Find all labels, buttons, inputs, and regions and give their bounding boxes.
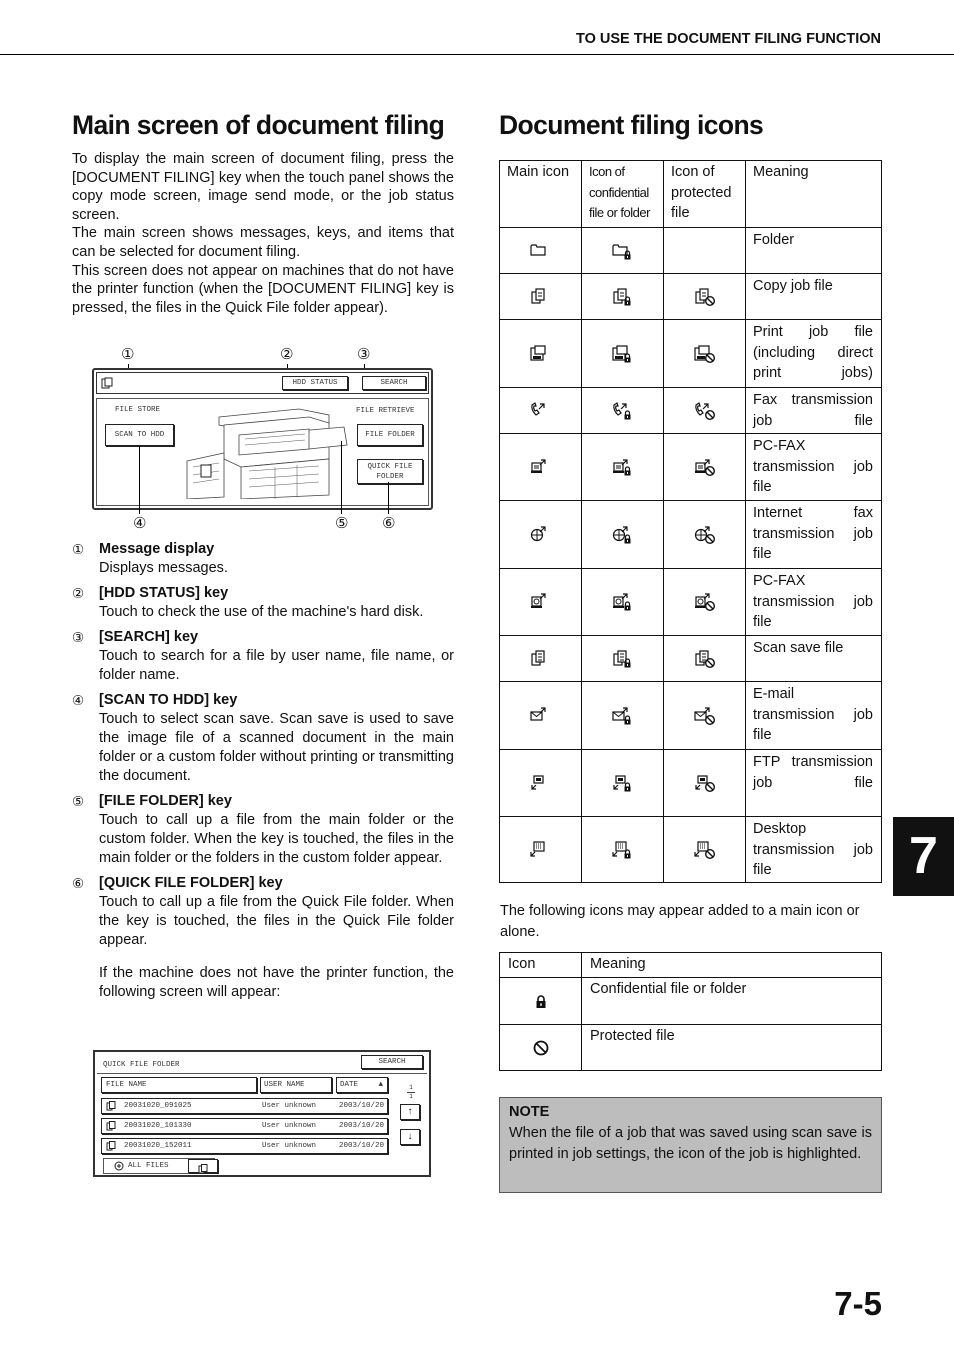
row-user-name: User unknown — [262, 1102, 317, 1110]
confidential-desktop-icon — [611, 840, 635, 860]
key-description-list — [72, 540, 454, 1002]
main-icon-cell — [500, 388, 582, 434]
protected-email-icon — [693, 706, 717, 726]
row-date: 2003/10/20 — [339, 1142, 385, 1150]
folder-icon — [529, 241, 553, 261]
protected-icon-cell — [664, 388, 746, 434]
main-icon-cell — [500, 569, 582, 636]
table-row — [500, 228, 882, 274]
table-row — [500, 817, 882, 883]
table-row — [500, 978, 882, 1025]
meaning-cell: FTP transmission job file — [746, 750, 882, 817]
item-description: Touch to call up a file from the Quick File folder. When the key is touched, the files in the Quick File folder appear. — [99, 894, 454, 948]
main-icon-cell — [500, 636, 582, 682]
chapter-tab: 7 — [893, 817, 954, 896]
confidential-icon-cell — [582, 434, 664, 501]
confidential-icon-cell — [582, 320, 664, 388]
copy-job-icon — [198, 1164, 208, 1174]
header-rule — [0, 54, 954, 55]
desktop-icon — [529, 840, 553, 860]
header-meaning: Meaning — [582, 953, 882, 978]
left-heading: Main screen of document filing — [72, 110, 445, 140]
table-row — [500, 501, 882, 569]
item-number: ⑤ — [72, 794, 85, 810]
main-icon-cell — [500, 682, 582, 750]
header-meaning: Meaning — [746, 161, 882, 228]
intro-paragraph: To display the main screen of document filing, press the [DOCUMENT FILING] key when the touch panel shows the copy mode screen, image send mode, or the job status screen. — [72, 151, 454, 223]
screen-body — [96, 398, 429, 506]
item-title: Message display — [99, 541, 215, 557]
table-row — [500, 636, 882, 682]
confidential-internet-fax-icon — [611, 525, 635, 545]
confidential-icon-cell — [582, 569, 664, 636]
intro-paragraph: The main screen shows messages, keys, and items that can be selected for document filing. — [72, 225, 454, 260]
callout-5: ⑤ — [335, 514, 349, 532]
scroll-up-button[interactable]: ↑ — [400, 1104, 420, 1120]
quick-file-folder-label: QUICK FILE — [367, 463, 413, 471]
callout-line — [341, 441, 342, 514]
main-icon-cell — [500, 501, 582, 569]
row-user-name: User unknown — [262, 1122, 317, 1130]
item-number: ① — [72, 542, 85, 558]
right-heading: Document filing icons — [499, 110, 764, 140]
table-header-row — [500, 953, 882, 978]
item-description: Touch to call up a file from the main folder or the custom folder. When the key is touched, the files in the main folder or the folders in the custom folder appear. — [99, 812, 454, 866]
confidential-icon-cell — [582, 274, 664, 320]
note-text: When the file of a job that was saved using scan save is printed in job settings, the icon of the job is highlighted. — [509, 1125, 872, 1162]
confidential-icon-cell — [582, 388, 664, 434]
item-title: [FILE FOLDER] key — [99, 793, 232, 809]
protected-scan-save-icon — [693, 649, 717, 669]
list-item — [72, 874, 454, 950]
scan-save-icon — [529, 649, 553, 669]
header-protected: Icon of protected file — [664, 161, 746, 228]
all-files-label: ALL FILES — [128, 1162, 169, 1170]
row-date: 2003/10/20 — [339, 1102, 385, 1110]
callout-2: ② — [280, 345, 294, 363]
table-row[interactable] — [101, 1098, 388, 1114]
meaning-cell: Fax transmission job file — [746, 388, 882, 434]
ftp-icon — [529, 773, 553, 793]
main-icon-cell — [500, 274, 582, 320]
protected-icon-cell — [664, 750, 746, 817]
table-row — [500, 320, 882, 388]
file-folder-button[interactable]: FILE FOLDER — [357, 424, 423, 446]
pc-fax-icon — [529, 457, 553, 477]
item-title: [SEARCH] key — [99, 629, 199, 645]
meaning-cell: PC-FAX transmission job file — [746, 434, 882, 501]
quick-file-screen — [93, 1050, 431, 1177]
confidential-ftp-icon — [611, 773, 635, 793]
callout-6: ⑥ — [382, 514, 396, 532]
meaning-cell: Copy job file — [746, 274, 882, 320]
protected-icon-cell — [664, 320, 746, 388]
item-description: Touch to search for a file by user name, file name, or folder name. — [99, 648, 454, 683]
list-item — [72, 792, 454, 868]
list-item — [72, 584, 454, 622]
item-description: Touch to check the use of the machine's hard disk. — [99, 604, 424, 620]
protected-ftp-icon — [693, 773, 717, 793]
date-column-header[interactable] — [336, 1077, 388, 1093]
item-title: [QUICK FILE FOLDER] key — [99, 875, 283, 891]
scan-to-hdd-button[interactable]: SCAN TO HDD — [105, 424, 174, 446]
protected-icon-cell — [664, 817, 746, 883]
item-title: [HDD STATUS] key — [99, 585, 229, 601]
meaning-cell: Scan save file — [746, 636, 882, 682]
file-store-label: FILE STORE — [115, 406, 161, 414]
confidential-icon-cell — [582, 228, 664, 274]
copy-job-icon — [529, 287, 553, 307]
item-number: ② — [72, 586, 85, 602]
confidential-icon-cell — [582, 817, 664, 883]
table-row — [500, 434, 882, 501]
current-page: 1 — [409, 1084, 413, 1091]
protected-icon — [533, 1040, 549, 1056]
table-row — [500, 1025, 882, 1071]
item-number: ④ — [72, 693, 85, 709]
protected-icon-cell — [664, 569, 746, 636]
main-icon-cell — [500, 817, 582, 883]
meaning-cell: E-mail transmission job file — [746, 682, 882, 750]
no-printer-note: If the machine does not have the printer function, the following screen will appear: — [99, 965, 454, 1000]
search-button[interactable]: SEARCH — [361, 1055, 423, 1069]
protected-icon-cell — [664, 501, 746, 569]
meaning-cell: Confidential file or folder — [582, 978, 882, 1025]
meaning-cell: Protected file — [582, 1025, 882, 1071]
callout-1: ① — [121, 345, 135, 363]
intro-text — [72, 150, 454, 317]
meaning-cell: Print job file (including direct print jobs) — [746, 320, 882, 388]
confidential-folder-icon — [611, 241, 635, 261]
header-icon: Icon — [500, 953, 582, 978]
confidential-icon-cell — [582, 682, 664, 750]
main-icon-cell — [500, 750, 582, 817]
icon-cell — [500, 978, 582, 1025]
copy-job-icon — [106, 1101, 116, 1111]
callout-line — [388, 482, 389, 514]
icon-cell — [500, 1025, 582, 1071]
callout-4: ④ — [133, 514, 147, 532]
confidential-fax-icon — [611, 401, 635, 421]
table-row — [500, 388, 882, 434]
protected-icon-cell — [664, 636, 746, 682]
overlay-icons-table — [499, 952, 882, 1071]
header-confidential: Icon of confidential file or folder — [582, 161, 664, 228]
user-name-column-header[interactable]: USER NAME — [260, 1077, 332, 1093]
internet-fax-icon — [529, 525, 553, 545]
copier-machine-illustration — [179, 401, 351, 499]
protected-fax-icon — [693, 401, 717, 421]
confidential-email-icon — [611, 706, 635, 726]
protected-pc-fax-alt-icon — [693, 592, 717, 612]
table-header-row — [500, 161, 882, 228]
page-indicator — [407, 1084, 415, 1101]
table-row — [500, 750, 882, 817]
file-name-column-header[interactable]: FILE NAME — [101, 1077, 257, 1093]
main-icon-cell — [500, 228, 582, 274]
scroll-down-button[interactable]: ↓ — [400, 1129, 420, 1145]
confidential-icon-cell — [582, 501, 664, 569]
note-title: NOTE — [509, 1104, 550, 1120]
list-item — [72, 540, 454, 578]
meaning-cell: Desktop transmission job file — [746, 817, 882, 883]
confidential-icon-cell — [582, 750, 664, 817]
quick-file-folder-button[interactable] — [357, 459, 423, 484]
copy-job-icon — [106, 1121, 116, 1131]
fax-icon — [529, 401, 553, 421]
item-number: ③ — [72, 630, 85, 646]
table-row — [500, 682, 882, 750]
intro-paragraph: This screen does not appear on machines that do not have the printer function (when the [DOCUMENT FILING] key is pressed, the files in the Quick File folder appear). — [72, 262, 454, 316]
search-button[interactable]: SEARCH — [362, 376, 426, 390]
protected-pc-fax-icon — [693, 457, 717, 477]
meaning-cell: Internet fax transmission job file — [746, 501, 882, 569]
row-file-name: 20031020_101330 — [124, 1122, 192, 1130]
document-filing-icons-table — [499, 160, 882, 883]
protected-icon-cell — [664, 274, 746, 320]
total-pages: 1 — [407, 1092, 415, 1101]
protected-print-job-icon — [693, 344, 717, 364]
confidential-icon-cell — [582, 636, 664, 682]
divider — [97, 1073, 427, 1074]
main-icon-cell — [500, 320, 582, 388]
protected-copy-job-icon — [693, 287, 717, 307]
header-main-icon: Main icon — [500, 161, 582, 228]
meaning-cell: Folder — [746, 228, 882, 274]
date-column-label: DATE — [340, 1081, 359, 1089]
callout-3: ③ — [357, 345, 371, 363]
row-file-name: 20031020_152011 — [124, 1142, 192, 1150]
protected-icon-cell — [664, 228, 746, 274]
pc-fax-alt-icon — [529, 592, 553, 612]
quick-file-folder-label: FOLDER — [376, 473, 404, 481]
item-title: [SCAN TO HDD] key — [99, 692, 238, 708]
lock-icon — [535, 995, 547, 1009]
item-number: ⑥ — [72, 876, 85, 892]
copy-job-icon — [106, 1141, 116, 1151]
print-job-icon — [529, 344, 553, 364]
callout-line — [139, 446, 140, 514]
document-filing-icon — [101, 377, 113, 389]
quick-file-title: QUICK FILE FOLDER — [103, 1061, 180, 1069]
note-box — [499, 1097, 882, 1193]
item-description: Displays messages. — [99, 560, 228, 576]
hdd-status-button[interactable]: HDD STATUS — [282, 376, 348, 390]
list-item — [72, 628, 454, 685]
copy-job-filter-button[interactable] — [188, 1159, 218, 1173]
list-item — [72, 691, 454, 786]
following-text: The following icons may appear added to a main icon or alone. — [500, 903, 860, 940]
protected-icon-cell — [664, 682, 746, 750]
protected-internet-fax-icon — [693, 525, 717, 545]
row-file-name: 20031020_091025 — [124, 1102, 192, 1110]
confidential-copy-job-icon — [611, 287, 635, 307]
all-files-tab-bar — [103, 1158, 215, 1174]
table-row — [500, 569, 882, 636]
confidential-pc-fax-alt-icon — [611, 592, 635, 612]
page-number: 7-5 — [834, 1285, 882, 1322]
file-retrieve-label: FILE RETRIEVE — [356, 407, 415, 415]
sort-ascending-icon: ▲ — [378, 1081, 383, 1089]
table-row[interactable] — [101, 1138, 388, 1154]
protected-icon-cell — [664, 434, 746, 501]
all-files-icon — [114, 1161, 124, 1171]
row-user-name: User unknown — [262, 1142, 317, 1150]
confidential-print-job-icon — [611, 344, 635, 364]
item-description: Touch to select scan save. Scan save is used to save the image file of a scanned document in the main folder or a custom folder without printing or transmitting the document. — [99, 711, 454, 784]
email-icon — [529, 706, 553, 726]
confidential-scan-save-icon — [611, 649, 635, 669]
header-title: TO USE THE DOCUMENT FILING FUNCTION — [575, 31, 881, 47]
row-date: 2003/10/20 — [339, 1122, 385, 1130]
meaning-cell: PC-FAX transmission job file — [746, 569, 882, 636]
confidential-pc-fax-icon — [611, 457, 635, 477]
touch-panel-screen — [92, 368, 433, 510]
main-icon-cell — [500, 434, 582, 501]
table-row — [500, 274, 882, 320]
protected-desktop-icon — [693, 840, 717, 860]
table-row[interactable] — [101, 1118, 388, 1134]
